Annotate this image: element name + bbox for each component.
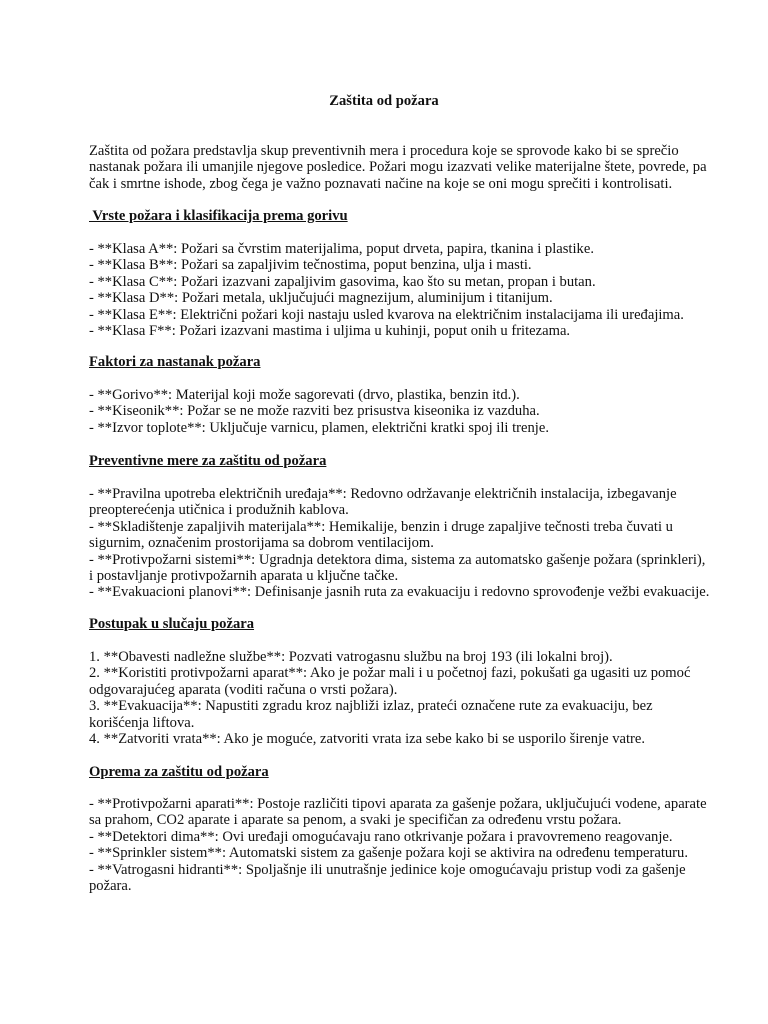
list-item: odgovarajućeg aparata (voditi računa o vrsti požara). bbox=[89, 681, 398, 698]
section-list-fire-equipment bbox=[89, 796, 707, 894]
list-item: - **Klasa C**: Požari izazvani zapaljivim gasovima, kao što su metan, propan i butan. bbox=[89, 273, 596, 290]
section-heading-fire-classes: Vrste požara i klasifikacija prema gorivu bbox=[89, 208, 348, 224]
section-list-fire-classes bbox=[89, 241, 689, 339]
intro-paragraph bbox=[89, 143, 707, 192]
paragraph-line: Zaštita od požara predstavlja skup preventivnih mera i procedura koje se sprovode kako bi se sprečio bbox=[89, 143, 679, 159]
list-item: sa prahom, CO2 aparate i aparate sa penom, a svaki je specifičan za određenu vrstu požara. bbox=[89, 812, 622, 829]
list-item: - **Gorivo**: Materijal koji može sagorevati (drvo, plastika, benzin itd.). bbox=[89, 387, 520, 403]
list-item: preopterećenja utičnica i produžnih kablova. bbox=[89, 502, 349, 519]
section-heading-fire-factors: Faktori za nastanak požara bbox=[89, 354, 261, 370]
list-item: - **Skladištenje zapaljivih materijala**: Hemikalije, benzin i druge zapaljive tečnosti treba čuvati u bbox=[89, 518, 673, 535]
list-item: - **Kiseonik**: Požar se ne može razviti bez prisustva kiseonika iz vazduha. bbox=[89, 403, 540, 420]
list-item: - **Klasa F**: Požari izazvani mastima i uljima u kuhinji, poput onih u fritezama. bbox=[89, 322, 571, 339]
list-item: požara. bbox=[89, 877, 132, 894]
section-heading-fire-procedure: Postupak u slučaju požara bbox=[89, 616, 255, 632]
page-title: Zaštita od požara bbox=[329, 93, 439, 109]
list-item: i postavljanje protivpožarnih aparata u ključne tačke. bbox=[89, 567, 399, 584]
list-item: - **Pravilna upotreba električnih uređaja**: Redovno održavanje električnih instalacija, izbegavanje bbox=[89, 486, 677, 502]
list-item: 1. **Obavesti nadležne službe**: Pozvati vatrogasnu službu na broj 193 (ili lokalni broj). bbox=[89, 649, 613, 665]
section-heading-fire-equipment: Oprema za zaštitu od požara bbox=[89, 764, 269, 780]
list-item: - **Vatrogasni hidranti**: Spoljašnje ili unutrašnje jedinice koje omogućavaju pristup vodi za gašenje bbox=[89, 861, 686, 878]
list-item: 4. **Zatvoriti vrata**: Ako je moguće, zatvoriti vrata iza sebe kako bi se usporilo širenje vatre. bbox=[89, 730, 646, 747]
paragraph-line: čak i smrtne ishode, zbog čega je važno poznavati načine na koje se oni mogu sprečiti i kontrolisati. bbox=[89, 175, 673, 192]
list-item: - **Sprinkler sistem**: Automatski sistem za gašenje požara koji se aktivira na određenu temperaturu. bbox=[89, 845, 688, 862]
paragraph-line: nastanak požara ili umanjile njegove posledice. Požari mogu izazvati velike materijalne štete, povrede, pa bbox=[89, 159, 707, 176]
section-list-fire-procedure bbox=[89, 649, 689, 747]
list-item: - **Klasa A**: Požari sa čvrstim materijalima, poput drveta, papira, tkanina i plastike. bbox=[89, 241, 594, 257]
list-item: - **Detektori dima**: Ovi uređaji omogućavaju rano otkrivanje požara i pravovremeno reagovanje. bbox=[89, 828, 673, 845]
section-heading-preventive-measures: Preventivne mere za zaštitu od požara bbox=[89, 453, 327, 469]
list-item: - **Klasa B**: Požari sa zapaljivim tečnostima, poput benzina, ulja i masti. bbox=[89, 257, 532, 274]
list-item: - **Protivpožarni aparati**: Postoje različiti tipovi aparata za gašenje požara, uključujući vodene, aparate bbox=[89, 796, 707, 812]
section-list-fire-factors bbox=[89, 387, 689, 436]
list-item: korišćenja liftova. bbox=[89, 714, 195, 731]
list-item: - **Evakuacioni planovi**: Definisanje jasnih ruta za evakuaciju i redovno sprovođenje vežbi evakuacije. bbox=[89, 584, 710, 601]
list-item: sigurnim, označenim prostorijama sa dobrom ventilacijom. bbox=[89, 535, 434, 552]
section-list-preventive-measures bbox=[89, 486, 710, 601]
list-item: - **Protivpožarni sistemi**: Ugradnja detektora dima, sistema za automatsko gašenje požara (sprinkleri), bbox=[89, 551, 706, 568]
list-item: 2. **Koristiti protivpožarni aparat**: Ako je požar mali i u početnoj fazi, pokušati ga ugasiti uz pomoć bbox=[89, 665, 691, 682]
list-item: - **Klasa E**: Električni požari koji nastaju usled kvarova na električnim instalacijama ili uređajima. bbox=[89, 306, 684, 323]
list-item: - **Klasa D**: Požari metala, uključujući magnezijum, aluminijum i titanijum. bbox=[89, 290, 553, 307]
list-item: - **Izvor toplote**: Uključuje varnicu, plamen, električni kratki spoj ili trenje. bbox=[89, 419, 549, 436]
list-item: 3. **Evakuacija**: Napustiti zgradu kroz najbliži izlaz, prateći označene rute za evakuaciju, bez bbox=[89, 698, 653, 715]
